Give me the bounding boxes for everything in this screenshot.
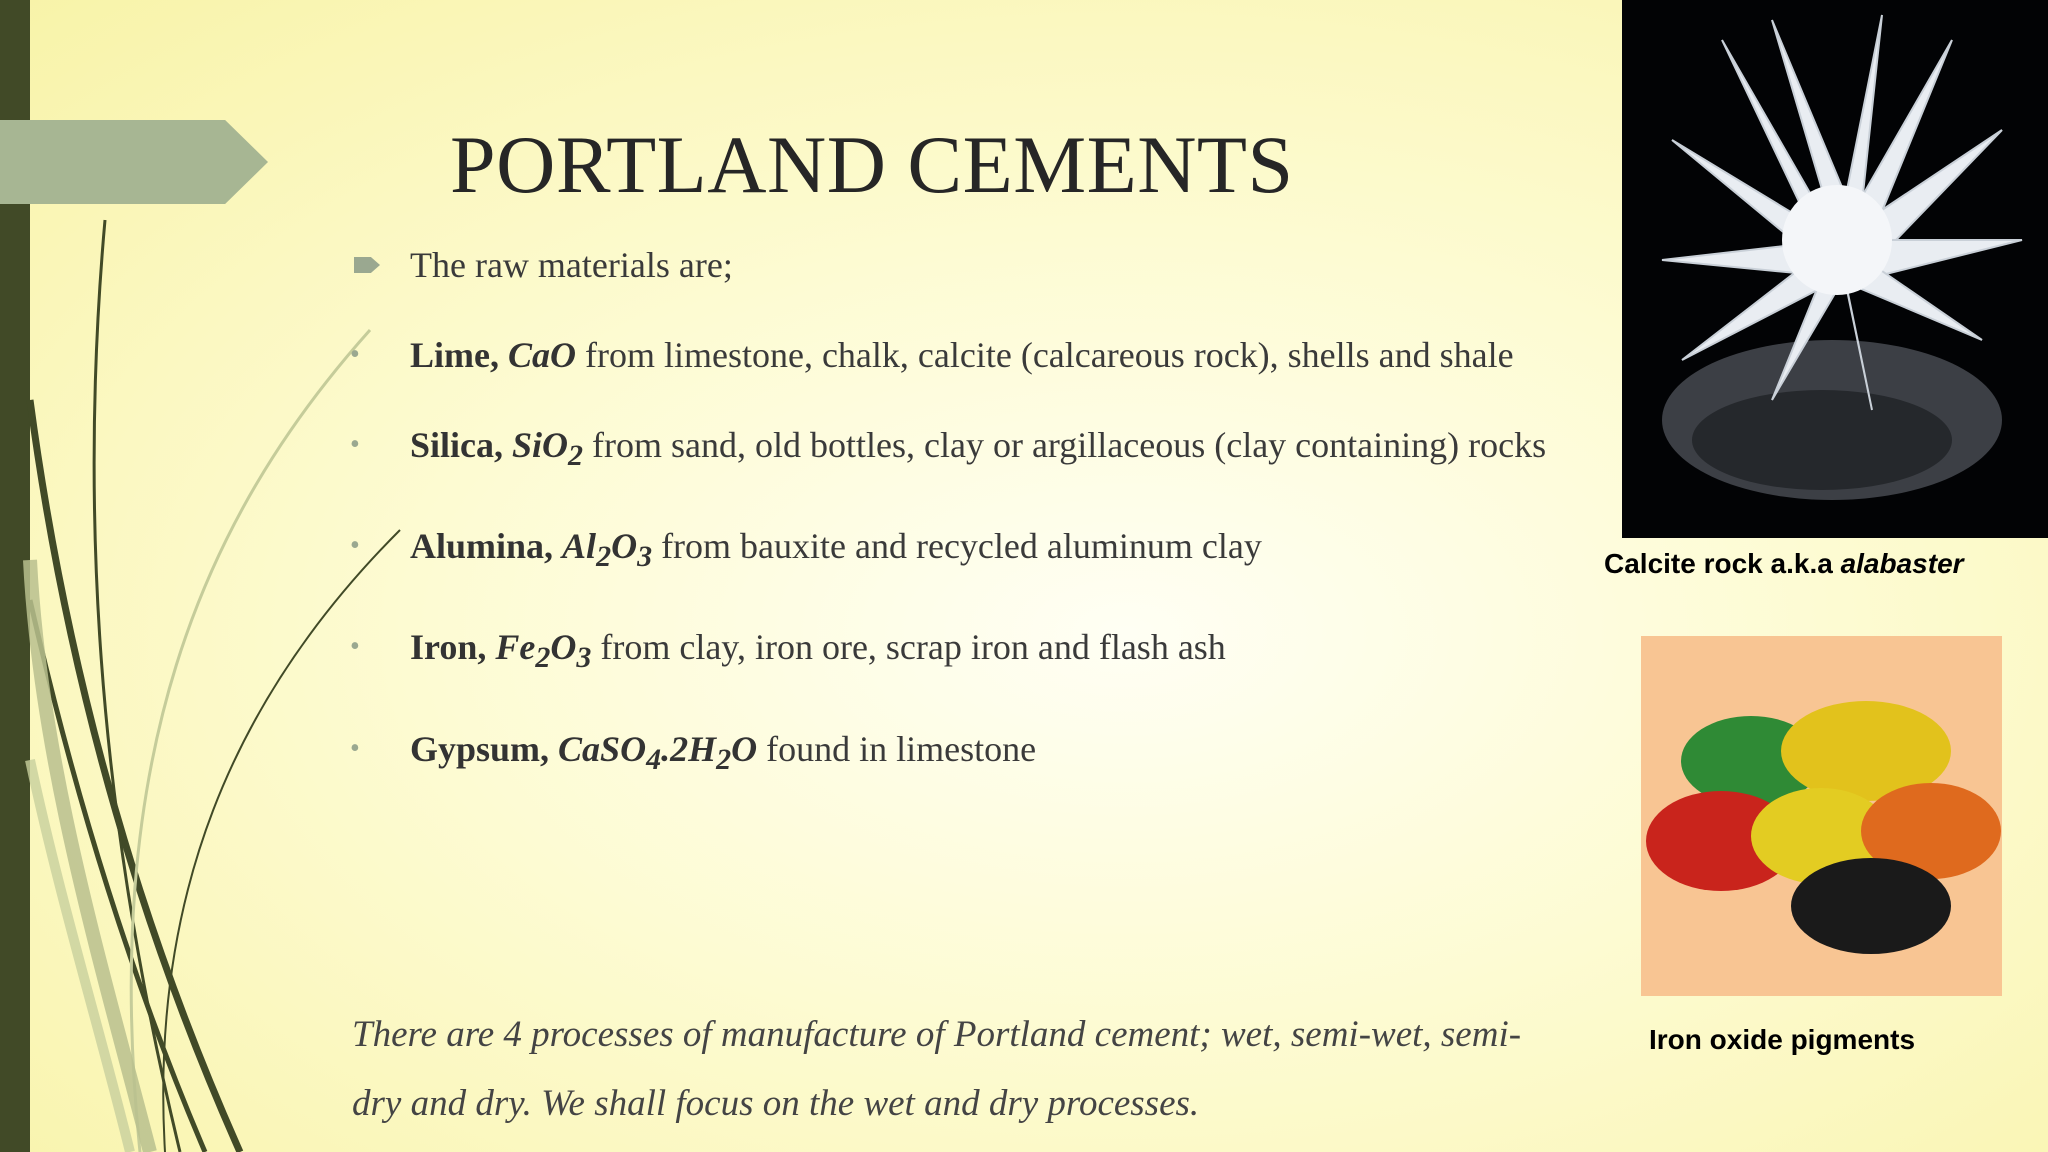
material-name: Lime, [410, 335, 499, 375]
material-formula: SiO$_2$ [512, 425, 584, 473]
dot-bullet-icon: • [350, 530, 360, 562]
material-description: from clay, iron ore, scrap iron and flash ash [591, 627, 1226, 668]
intro-text: The raw materials are; [410, 245, 733, 285]
list-item-silica [350, 410, 1550, 491]
material-description: from sand, old bottles, clay or argillaceous (clay containing) rocks [583, 425, 1547, 465]
list-item-intro [350, 230, 1550, 300]
list-item-gypsum [350, 714, 1550, 795]
manufacture-note: There are 4 processes of manufacture of Portland cement; wet, semi-wet, semi-dry and dry. We shall focus on the wet and dry processes. [352, 1014, 1522, 1124]
dot-bullet-icon: • [350, 732, 360, 764]
pigments-photo [1641, 636, 2002, 996]
arrow-bullet-icon [354, 257, 380, 273]
material-formula: $CaSO_4.2H_2O$ [558, 728, 758, 776]
material-description: from limestone, chalk, calcite (calcareous rock), shells and shale [576, 335, 1514, 375]
slide-title: PORTLAND CEMENTS [450, 119, 1294, 210]
material-description: from bauxite and recycled aluminum clay [652, 526, 1262, 567]
list-item-iron [350, 612, 1550, 693]
material-description: found in limestone [757, 728, 1037, 769]
materials-list [350, 230, 1550, 795]
dot-bullet-icon: • [350, 429, 360, 460]
material-name: Silica, [410, 425, 504, 465]
title-arrow-tab [0, 120, 268, 204]
dot-bullet-icon: • [350, 339, 360, 370]
material-name: Alumina, [410, 526, 554, 567]
calcite-caption: Calcite rock a.k.a alabaster [1604, 548, 1964, 579]
dot-bullet-icon: • [350, 631, 360, 663]
list-item-alumina [350, 511, 1550, 592]
material-formula: CaO [507, 335, 576, 375]
material-name: Gypsum, [410, 728, 550, 769]
material-name: Iron, [410, 627, 487, 668]
material-formula: $Fe_2O_3$ [495, 627, 592, 675]
material-formula: $Al_2O_3$ [562, 526, 653, 574]
list-item-lime [350, 320, 1550, 390]
calcite-photo [1622, 0, 2048, 538]
pigments-caption: Iron oxide pigments [1649, 1024, 1916, 1055]
